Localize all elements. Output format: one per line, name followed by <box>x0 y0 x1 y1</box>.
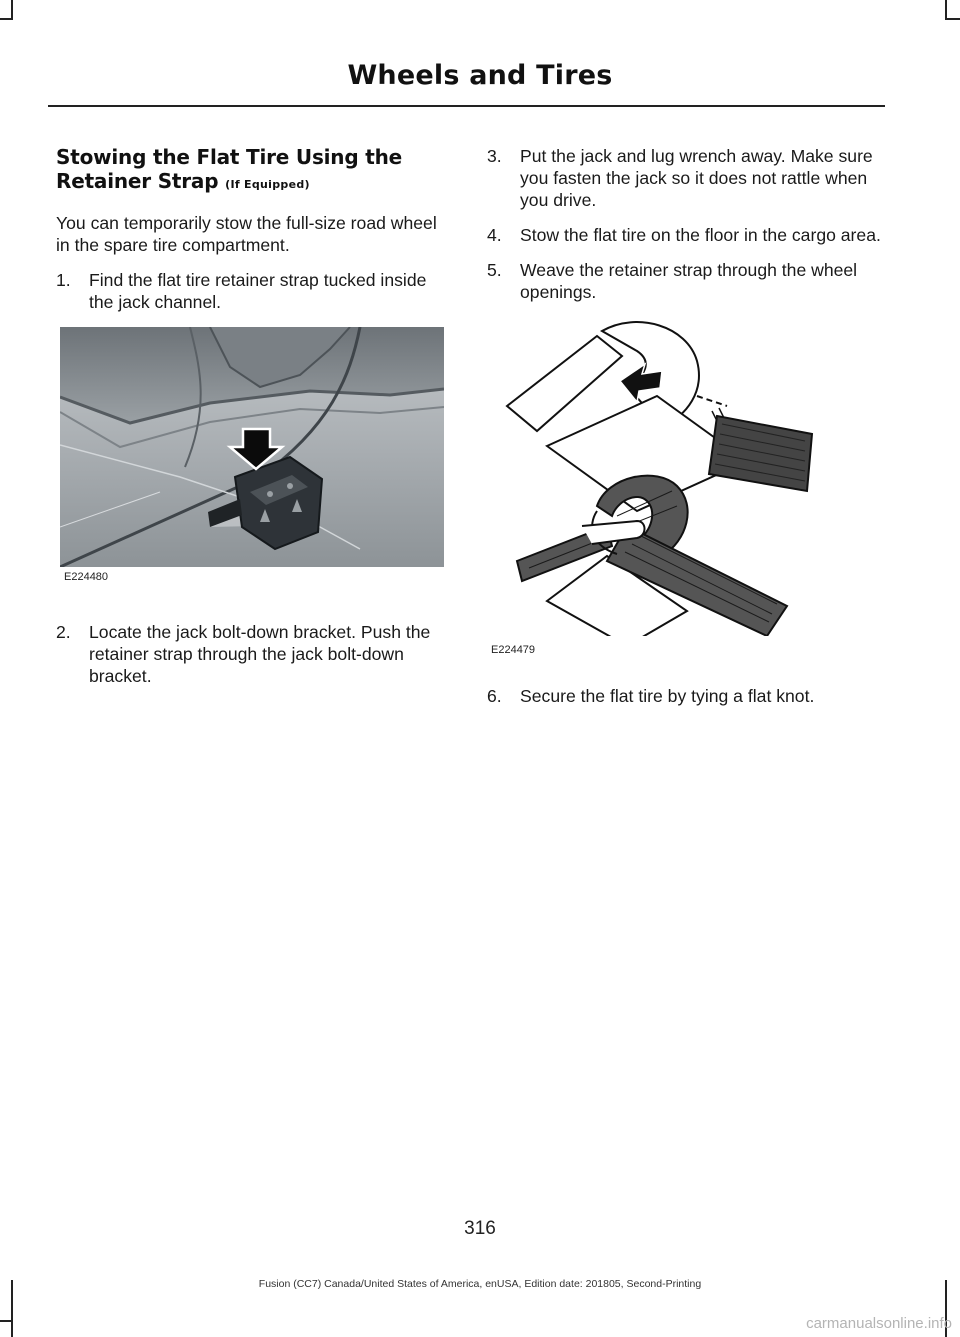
intro-paragraph: You can temporarily stow the full-size road wheel in the spare tire compartment. <box>56 213 437 255</box>
crop-mark <box>945 0 947 20</box>
step-1 <box>56 269 448 313</box>
figure-jack-bracket <box>60 327 448 599</box>
step-2 <box>56 621 448 687</box>
edition-info: Fusion (CC7) Canada/United States of America, enUSA, Edition date: 201805, Second-Printing <box>258 1278 702 1290</box>
step-text: Put the jack and lug wrench away. Make sure you fasten the jack so it does not rattle when you drive. <box>520 146 873 210</box>
step-number: 4. <box>487 225 502 245</box>
header-rule <box>48 105 885 107</box>
right-column <box>487 145 883 720</box>
figure-flat-knot <box>487 316 883 671</box>
step-4 <box>487 224 883 246</box>
step-text: Find the flat tire retainer strap tucked inside the jack channel. <box>89 270 427 312</box>
step-3 <box>487 145 883 211</box>
step-number: 6. <box>487 686 502 706</box>
step-number: 5. <box>487 260 502 280</box>
step-number: 1. <box>56 270 71 290</box>
page-number: 316 <box>464 1218 496 1239</box>
page-header-title: Wheels and Tires <box>347 60 613 91</box>
step-number: 3. <box>487 146 502 166</box>
section-heading-qualifier: (If Equipped) <box>225 178 310 191</box>
step-6 <box>487 685 883 707</box>
flat-knot-illustration <box>487 316 879 636</box>
step-text: Locate the jack bolt-down bracket. Push the retainer strap through the jack bolt-down bracket. <box>89 622 431 686</box>
step-text: Secure the flat tire by tying a flat knot. <box>520 686 815 706</box>
crop-mark <box>11 0 13 20</box>
step-text: Weave the retainer strap through the wheel openings. <box>520 260 858 302</box>
crop-mark <box>0 1320 13 1322</box>
figure-code: E224480 <box>64 571 109 583</box>
step-text: Stow the flat tire on the floor in the cargo area. <box>520 225 881 245</box>
section-heading-text: Stowing the Flat Tire Using the Retainer Strap <box>56 145 402 193</box>
jack-bracket-illustration <box>60 327 444 567</box>
crop-mark <box>0 18 13 20</box>
step-number: 2. <box>56 622 71 642</box>
watermark: carmanualsonline.info <box>806 1315 952 1332</box>
crop-mark <box>945 18 960 20</box>
section-heading <box>56 145 448 197</box>
step-5 <box>487 259 883 303</box>
strap-knot-lower <box>517 476 787 636</box>
figure-code: E224479 <box>491 644 536 656</box>
left-column <box>56 145 448 700</box>
